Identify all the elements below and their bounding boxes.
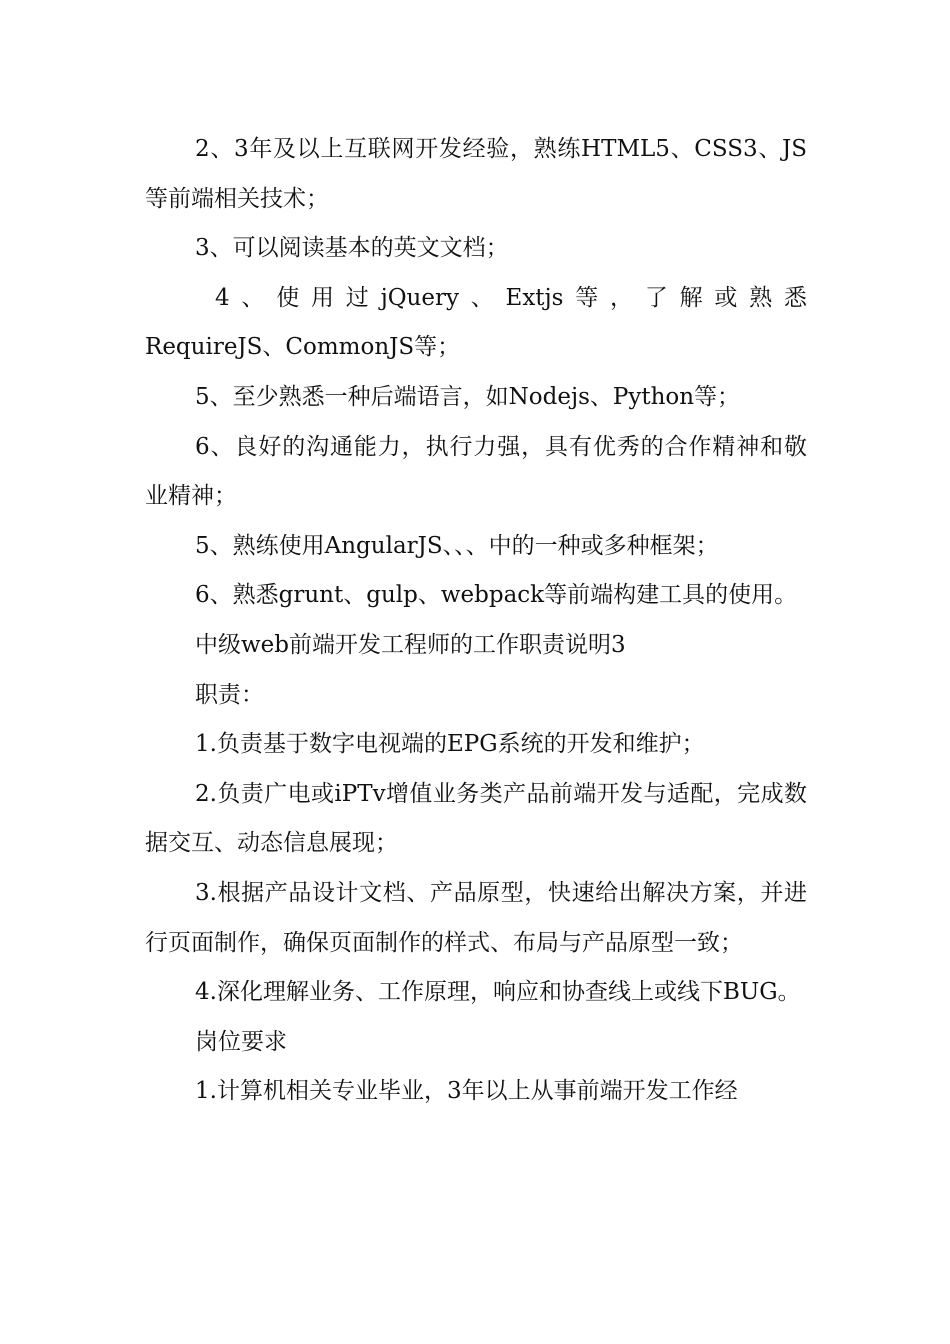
- paragraph-requirement-4: 4、使用过jQuery、Extjs等，了解或熟悉: [215, 284, 807, 311]
- requirement-item-1: 1.计算机相关专业毕业，3年以上从事前端开发工作经: [195, 1078, 738, 1105]
- document-body: [145, 125, 807, 1117]
- duty-item-1: 1.负责基于数字电视端的EPG系统的开发和维护；: [195, 731, 705, 758]
- paragraph-requirement-3: 3、可以阅读基本的英文文档；: [195, 235, 509, 262]
- duty-item-2: 2.负责广电或iPTv增值业务类产品前端开发与适配，完成数据交互、动态信息展现；: [145, 780, 807, 857]
- paragraph-requirement-2: 2、3年及以上互联网开发经验，熟练HTML5、CSS3、JS等前端相关技术；: [145, 136, 807, 212]
- section-heading-job-description-3: 中级web前端开发工程师的工作职责说明3: [195, 631, 626, 658]
- requirements-label: 岗位要求: [195, 1028, 287, 1055]
- paragraph-requirement-5: 5、至少熟悉一种后端语言，如Nodejs、Python等；: [195, 383, 741, 410]
- paragraph-requirement-4-continued: RequireJS、CommonJS等；: [145, 334, 461, 361]
- paragraph-requirement-6-build-tools: 6、熟悉grunt、gulp、webpack等前端构建工具的使用。: [195, 582, 798, 609]
- paragraph-requirement-6: 6、良好的沟通能力，执行力强，具有优秀的合作精神和敬业精神；: [145, 433, 807, 510]
- duty-item-3: 3.根据产品设计文档、产品原型，快速给出解决方案，并进行页面制作，确保页面制作的样式、布局与产品原型一致；: [145, 879, 807, 956]
- duties-label: 职责：: [195, 681, 264, 708]
- paragraph-requirement-5-frameworks: 5、熟练使用AngularJS、、、中的一种或多种框架；: [195, 532, 719, 559]
- duty-item-4: 4.深化理解业务、工作原理，响应和协查线上或线下BUG。: [195, 979, 801, 1006]
